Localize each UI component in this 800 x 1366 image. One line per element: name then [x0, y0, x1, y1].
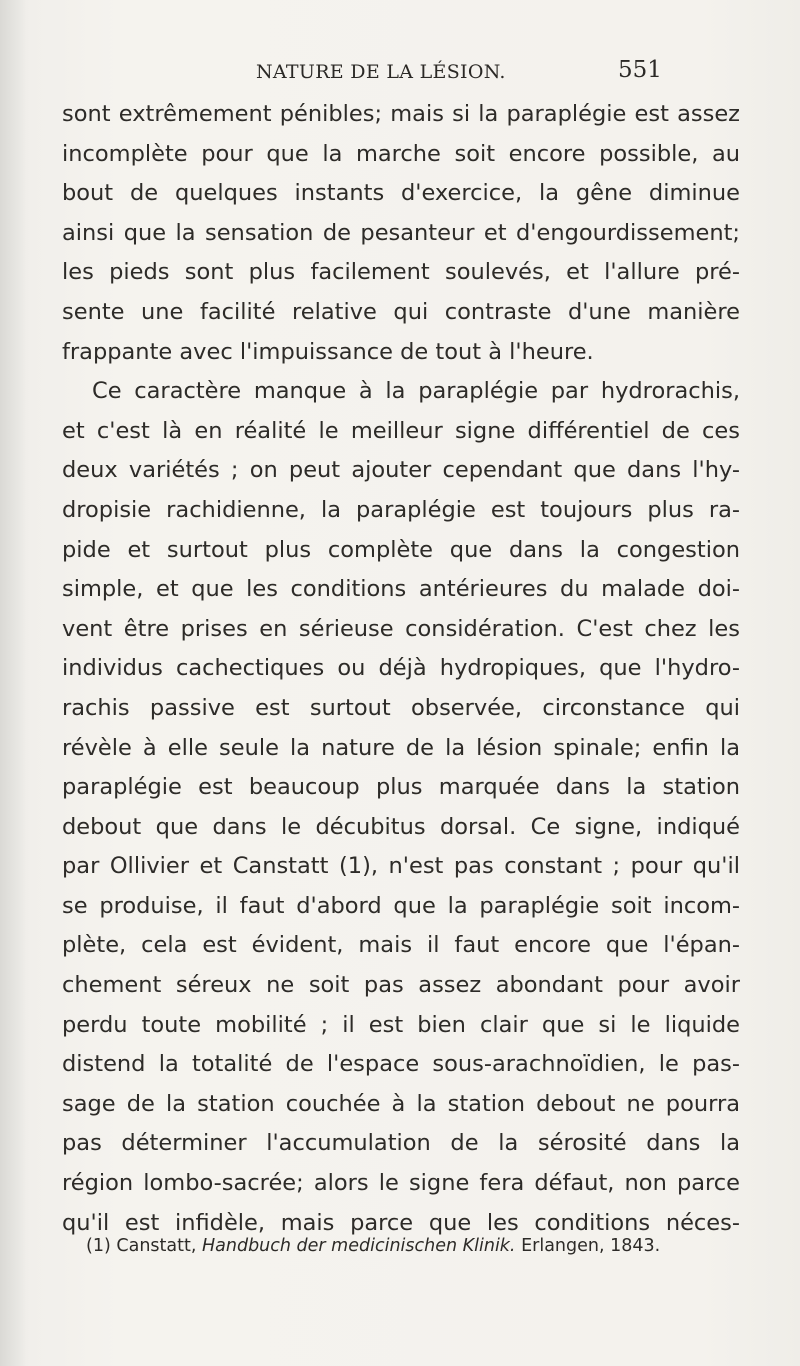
text-line: paraplégie est beaucoup plus marquée dans la station: [62, 774, 740, 801]
text-line: deux variétés ; on peut ajouter cependant que dans l'hy-: [62, 457, 740, 484]
text-line: frappante avec l'impuissance de tout à l'heure.: [62, 338, 594, 365]
body-text: [62, 95, 740, 1243]
page-header: [0, 55, 800, 89]
text-line: et c'est là en réalité le meilleur signe différentiel de ces: [62, 417, 740, 444]
text-line: les pieds sont plus facilement soulevés, et l'allure pré-: [62, 259, 740, 286]
text-line: sente une facilité relative qui contraste d'une manière: [62, 298, 740, 325]
text-line: simple, et que les conditions antérieures du malade doi-: [62, 576, 740, 603]
text-line: pas déterminer l'accumulation de la sérosité dans la: [62, 1130, 740, 1157]
text-line: distend la totalité de l'espace sous-arachnoïdien, le pas-: [62, 1051, 740, 1078]
text-line: ainsi que la sensation de pesanteur et d'engourdissement;: [62, 219, 740, 246]
text-line: se produise, il faut d'abord que la paraplégie soit incom-: [62, 892, 740, 919]
text-line: plète, cela est évident, mais il faut encore que l'épan-: [62, 932, 740, 959]
footnote-author: Canstatt,: [116, 1236, 197, 1256]
footnote: [86, 1236, 746, 1256]
text-line: qu'il est infidèle, mais parce que les conditions néces-: [62, 1209, 740, 1236]
footnote-marker: (1): [86, 1236, 111, 1256]
page-number: 551: [618, 57, 662, 83]
running-head: NATURE DE LA LÉSION.: [256, 61, 506, 83]
footnote-imprint: Erlangen, 1843.: [521, 1236, 661, 1256]
text-line: Ce caractère manque à la paraplégie par hydrorachis,: [92, 378, 740, 405]
text-line: par Ollivier et Canstatt (1), n'est pas constant ; pour qu'il: [62, 853, 740, 880]
text-line: chement séreux ne soit pas assez abondant pour avoir: [62, 972, 740, 999]
text-line: debout que dans le décubitus dorsal. Ce signe, indiqué: [62, 813, 740, 840]
text-line: vent être prises en sérieuse considération. C'est chez les: [62, 615, 740, 642]
text-line: incomplète pour que la marche soit encore possible, au: [62, 140, 740, 167]
text-line: perdu toute mobilité ; il est bien clair que si le liquide: [62, 1011, 740, 1038]
footnote-title: Handbuch der medicinischen Klinik.: [201, 1236, 516, 1256]
text-line: bout de quelques instants d'exercice, la gêne diminue: [62, 180, 740, 207]
page-gutter-shadow: [0, 0, 26, 1366]
text-line: rachis passive est surtout observée, circonstance qui: [62, 694, 740, 721]
text-line: individus cachectiques ou déjà hydropiques, que l'hydro-: [62, 655, 740, 682]
text-line: pide et surtout plus complète que dans la congestion: [62, 536, 740, 563]
text-line: sage de la station couchée à la station debout ne pourra: [62, 1090, 740, 1117]
text-line: révèle à elle seule la nature de la lésion spinale; enfin la: [62, 734, 740, 761]
text-line: sont extrêmement pénibles; mais si la paraplégie est assez: [62, 101, 740, 127]
text-line: dropisie rachidienne, la paraplégie est toujours plus ra-: [62, 496, 740, 523]
text-line: région lombo-sacrée; alors le signe fera défaut, non parce: [62, 1170, 740, 1197]
